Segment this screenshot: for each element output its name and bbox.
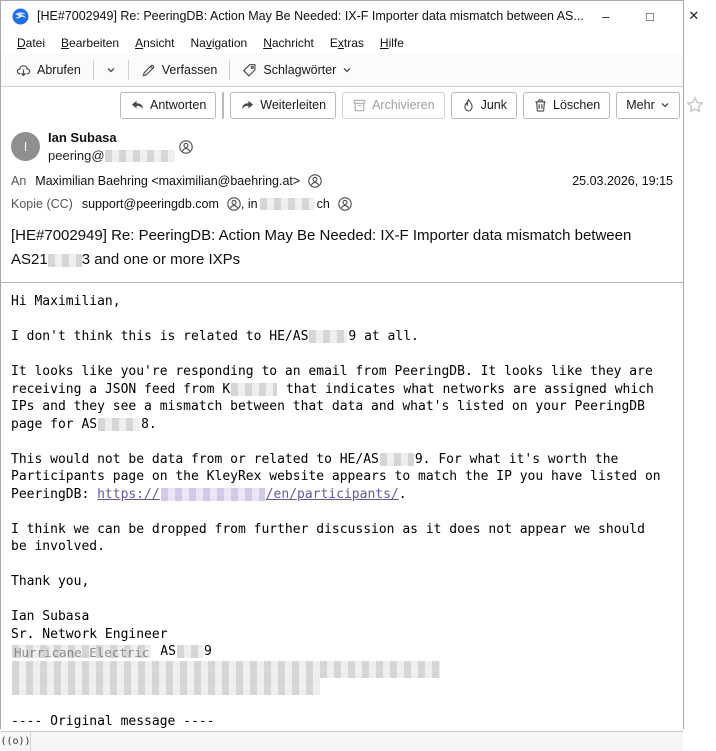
- redacted-sender-domain: [105, 150, 175, 162]
- message-body: [11, 293, 673, 731]
- body-text: This would not be data from or related to HE/AS: [11, 451, 379, 467]
- menu-bearbeiten[interactable]: Bearbeiten: [61, 35, 120, 50]
- avatar: I: [11, 132, 40, 161]
- menu-datei[interactable]: Datei: [17, 35, 46, 50]
- body-text: 8.: [141, 416, 157, 432]
- redacted-block: [12, 678, 320, 695]
- body-line: [11, 311, 673, 329]
- body-line: [11, 328, 673, 346]
- cloud-download-icon: [16, 63, 31, 78]
- chevron-down-icon: [106, 65, 116, 75]
- window-title: [HE#7002949] Re: PeeringDB: Action May Be Needed: IX-F Importer data mismatch between AS...: [37, 9, 584, 23]
- redacted-text: [309, 330, 347, 343]
- body-line: [11, 608, 673, 626]
- thunderbird-app-icon: [12, 8, 29, 25]
- message-action-bar: [1, 87, 683, 123]
- body-line: [11, 556, 673, 574]
- body-text: Sr. Network Engineer: [11, 626, 168, 642]
- body-text: I think we can be dropped from further discussion as it does not appear we should: [11, 521, 645, 537]
- forward-button[interactable]: [230, 92, 336, 119]
- body-line: [11, 713, 673, 731]
- sender-email-visible: peering@: [48, 148, 105, 163]
- body-line: [11, 678, 673, 696]
- chevron-down-icon: [342, 65, 352, 75]
- body-text: 3 and one or more IXPs: [81, 251, 241, 268]
- delete-label: Löschen: [553, 98, 601, 112]
- body-line: [11, 346, 673, 364]
- contact-icon[interactable]: [338, 197, 352, 211]
- participants-link[interactable]: /en/participants/: [265, 486, 399, 502]
- menu-bar: [1, 31, 683, 54]
- reply-icon: [130, 98, 145, 113]
- toolbar-separator: [93, 60, 94, 80]
- menu-hilfe[interactable]: Hilfe: [379, 35, 404, 50]
- body-line: [11, 486, 673, 504]
- archive-label: Archivieren: [372, 98, 435, 112]
- body-line: [11, 468, 673, 486]
- message-date: 25.03.2026, 19:15: [572, 174, 673, 188]
- cc-value-2-prefix: , in: [240, 197, 258, 211]
- get-messages-label: Abrufen: [37, 63, 81, 77]
- cc-value-1[interactable]: support@peeringdb.com: [81, 197, 219, 211]
- body-line: [11, 293, 673, 311]
- participants-link[interactable]: https://: [97, 486, 160, 502]
- body-text: that indicates what networks are assigned which: [278, 381, 654, 397]
- redacted-cc-address: [260, 198, 315, 210]
- tag-icon: [242, 63, 257, 78]
- reply-button[interactable]: [120, 92, 216, 119]
- reply-all-split-button: [222, 92, 224, 119]
- broadcast-icon[interactable]: ((o)): [1, 732, 31, 751]
- from-row: [11, 129, 673, 165]
- message-header: [1, 123, 683, 282]
- cc-row: [11, 197, 673, 211]
- tags-button[interactable]: [233, 58, 361, 83]
- redacted-text: [177, 645, 203, 658]
- trash-icon: [533, 98, 548, 113]
- body-text: ---- Original message ----: [11, 714, 215, 729]
- get-messages-dropdown[interactable]: [97, 60, 125, 80]
- body-line: [11, 381, 673, 399]
- contact-icon[interactable]: [227, 197, 241, 211]
- body-text: AS: [152, 644, 176, 659]
- body-line: [11, 696, 673, 714]
- body-text: Thank you,: [11, 574, 90, 589]
- redacted-text: [98, 418, 140, 431]
- maximize-button[interactable]: □: [645, 8, 654, 24]
- sender-name[interactable]: Ian Subasa: [48, 130, 117, 145]
- forward-icon: [240, 98, 255, 113]
- body-text: Participants page on the KleyRex website appears to match the IP you have listed on: [11, 469, 661, 484]
- sender-email[interactable]: [48, 147, 175, 165]
- junk-label: Junk: [480, 98, 507, 112]
- menu-navigation[interactable]: Navigation: [190, 35, 248, 50]
- more-label: Mehr: [626, 98, 655, 112]
- body-text: IPs and they see a mismatch between that data and what's listed on your PeeringDB: [11, 399, 645, 414]
- body-text: 9 at all.: [348, 329, 419, 344]
- body-line: [11, 503, 673, 521]
- body-line: [11, 538, 673, 556]
- compose-label: Verfassen: [161, 63, 218, 77]
- menu-ansicht[interactable]: Ansicht: [135, 35, 175, 50]
- body-text: [HE#7002949] Re: PeeringDB: Action May Be Needed: IX-F Importer data mismatch between AS21: [11, 227, 632, 268]
- delete-button[interactable]: [523, 92, 610, 119]
- title-bar: [1, 1, 700, 31]
- contact-icon[interactable]: [179, 140, 193, 154]
- body-line: [11, 433, 673, 451]
- message-body-pane: [1, 282, 683, 731]
- body-line: [11, 643, 673, 661]
- menu-nachricht[interactable]: Nachricht: [263, 35, 314, 50]
- more-button[interactable]: [616, 92, 679, 119]
- body-line: [11, 398, 673, 416]
- body-text: be involved.: [11, 539, 105, 554]
- body-line: [11, 573, 673, 591]
- to-row: [11, 174, 673, 188]
- contact-icon[interactable]: [308, 174, 322, 188]
- minimize-button[interactable]: –: [602, 8, 610, 24]
- redacted-text: [48, 254, 82, 267]
- body-text: .: [398, 486, 407, 502]
- archive-button[interactable]: [342, 92, 445, 119]
- body-line: [11, 363, 673, 381]
- redacted-block: [12, 661, 440, 678]
- toolbar-separator: [128, 60, 129, 80]
- message-subject: [11, 224, 671, 272]
- redacted-faint-text: Hurricane Electric: [14, 645, 150, 660]
- reply-label: Antworten: [150, 98, 207, 112]
- body-text: Ian Subasa: [11, 609, 90, 624]
- body-text: PeeringDB:: [11, 486, 98, 502]
- flame-icon: [461, 98, 476, 113]
- body-line: [11, 521, 673, 539]
- redacted-link-text: [161, 488, 265, 501]
- archive-icon: [352, 98, 367, 113]
- redacted-text: [231, 383, 277, 396]
- get-messages-button[interactable]: [7, 58, 90, 83]
- compose-button[interactable]: [132, 58, 227, 83]
- body-text: I don't think this is related to HE/AS: [11, 329, 309, 344]
- tags-label: Schlagwörter: [263, 63, 337, 77]
- body-text: It looks like you're responding to an email from PeeringDB. It looks like they are: [11, 364, 653, 379]
- body-line: [11, 451, 673, 469]
- body-text: receiving a JSON feed from K: [11, 381, 231, 397]
- body-text: Hi Maximilian,: [11, 294, 121, 309]
- cc-label: Kopie (CC): [11, 197, 73, 211]
- to-value[interactable]: Maximilian Baehring <maximilian@baehring.at>: [35, 174, 301, 188]
- body-line: [11, 661, 673, 679]
- star-icon[interactable]: [686, 96, 704, 114]
- reply-all-button[interactable]: [223, 93, 224, 118]
- menu-extras[interactable]: Extras: [329, 35, 364, 50]
- status-bar: [1, 731, 683, 751]
- body-line: [11, 626, 673, 644]
- redacted-text: [380, 453, 414, 466]
- pencil-icon: [141, 63, 156, 78]
- junk-button[interactable]: [451, 92, 517, 119]
- cc-value-2-suffix[interactable]: ch: [316, 197, 330, 211]
- body-text: 9. For what it's worth the: [414, 451, 619, 467]
- chevron-down-icon: [660, 100, 670, 110]
- toolbar-separator: [229, 60, 230, 80]
- body-text: 9: [203, 644, 212, 659]
- mail-toolbar: [1, 54, 683, 87]
- body-line: [11, 591, 673, 609]
- forward-label: Weiterleiten: [260, 98, 327, 112]
- body-text: page for AS: [11, 416, 98, 432]
- close-button[interactable]: ✕: [688, 8, 700, 23]
- to-label: An: [11, 174, 27, 188]
- body-line: [11, 416, 673, 434]
